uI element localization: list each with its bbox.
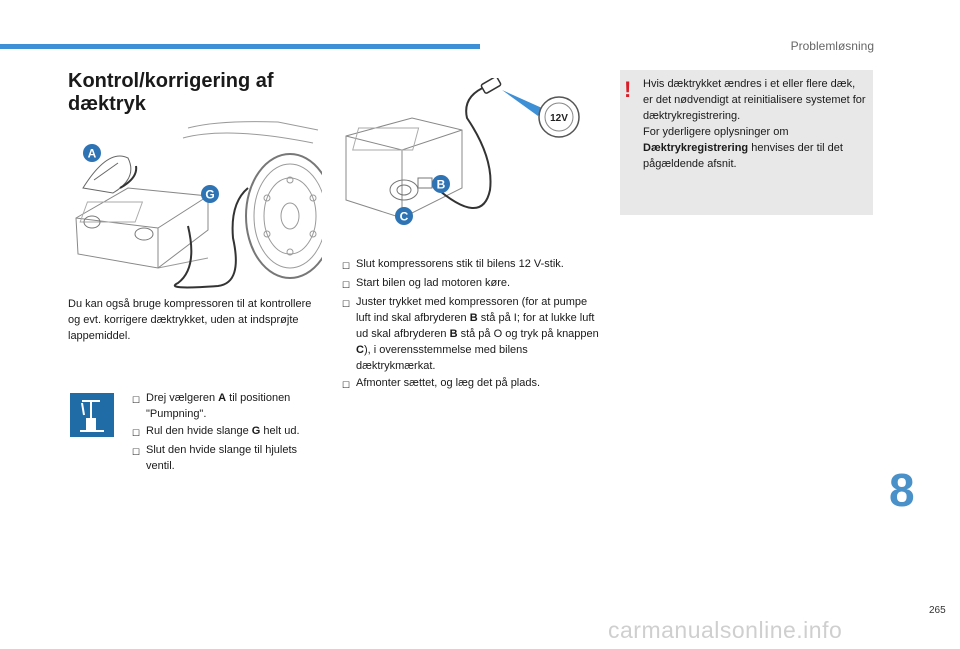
header-accent-bar bbox=[0, 44, 480, 49]
label-a: A bbox=[87, 146, 97, 161]
list-item: ☐ Start bilen og lad motoren køre. bbox=[342, 275, 602, 293]
left-steps-list bbox=[132, 390, 322, 475]
list-item: ☐ Afmonter sættet, og læg det på plads. bbox=[342, 375, 602, 393]
compressor-wheel-illustration bbox=[68, 118, 322, 290]
pump-icon bbox=[70, 393, 114, 437]
checkbox-icon: ☐ bbox=[342, 380, 351, 390]
chapter-number: 8 bbox=[889, 464, 915, 516]
right-steps-list bbox=[342, 256, 602, 394]
intro-paragraph: Du kan også bruge kompressoren til at kontrollere og evt. korrigere dæktrykket, uden at indsprøjte lappemiddel. bbox=[68, 298, 312, 342]
checkbox-icon: ☐ bbox=[342, 299, 351, 309]
page-title bbox=[68, 70, 328, 116]
checkbox-icon: ☐ bbox=[132, 428, 141, 438]
note-text: Hvis dæktrykket ændres i et eller flere dæk, er det nødvendigt at reinitialisere systemet for dæktrykregistrering. For yderligere oplysninger om Dæktrykregistrering henvises der til det pågældende afsnit. bbox=[643, 78, 866, 170]
list-item: ☐ Drej vælgeren A til positionen "Pumpning". bbox=[132, 392, 291, 420]
socket-label: 12V bbox=[550, 113, 568, 124]
label-b: B bbox=[436, 177, 446, 192]
watermark: carmanualsonline.info bbox=[608, 617, 843, 643]
compressor-12v-illustration bbox=[342, 78, 592, 246]
label-g: G bbox=[205, 187, 215, 202]
exclamation-icon: ! bbox=[624, 77, 632, 102]
checkbox-icon: ☐ bbox=[342, 280, 351, 290]
section-title: Problemløsning bbox=[790, 39, 874, 53]
checkbox-icon: ☐ bbox=[132, 395, 141, 405]
page-title-line-1: Kontrol/korrigering af bbox=[68, 70, 274, 92]
checkbox-icon: ☐ bbox=[132, 447, 141, 457]
list-item: ☐ Juster trykket med kompressoren (for at pumpe luft ind skal afbryderen B stå på I; for at lukke luft ud skal afbryderen B stå på O og tryk på knappen C), i overensstemmelse med bilens dæktrykmærkat. bbox=[342, 296, 599, 372]
page-title-line-2: dæktryk bbox=[68, 93, 146, 115]
list-item: ☐ Rul den hvide slange G helt ud. bbox=[132, 423, 322, 441]
list-item: ☐ Slut kompressorens stik til bilens 12 V-stik. bbox=[342, 256, 602, 274]
list-item: ☐ Slut den hvide slange til hjulets ventil. bbox=[132, 444, 298, 472]
page-number: 265 bbox=[929, 605, 946, 616]
label-c: C bbox=[399, 209, 409, 224]
checkbox-icon: ☐ bbox=[342, 261, 351, 271]
